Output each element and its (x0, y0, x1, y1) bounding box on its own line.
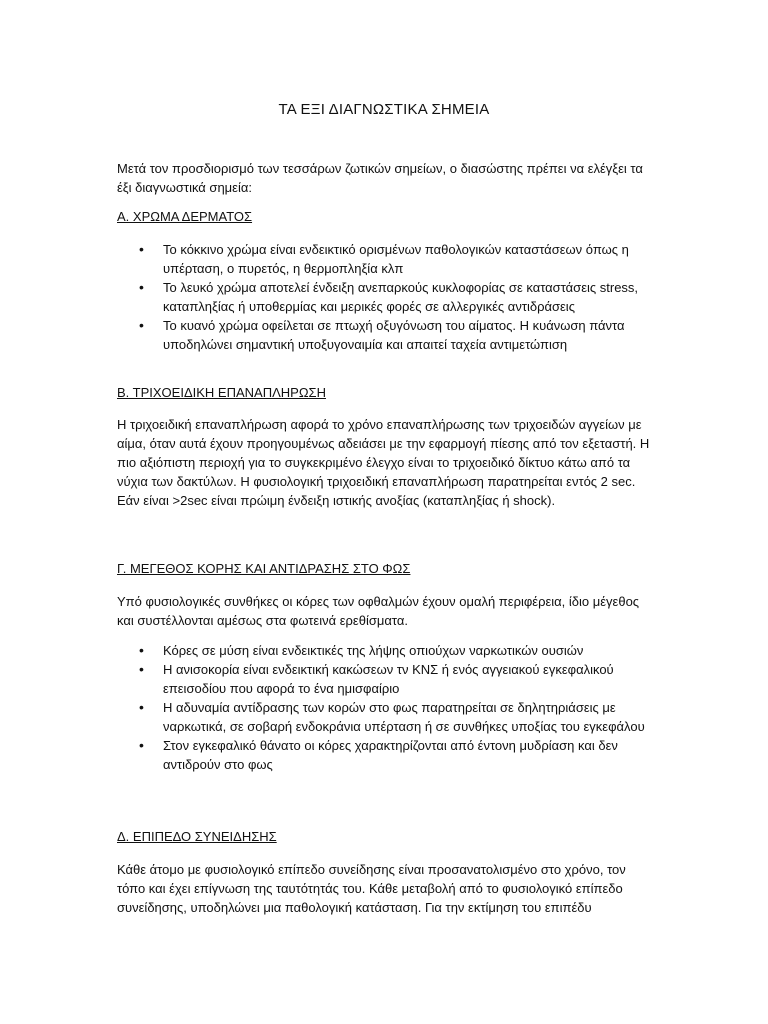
section-b-paragraph: Η τριχοειδική επαναπλήρωση αφορά το χρόνο επαναπλήρωσης των τριχοειδών αγγείων με αίμα, όταν αυτά έχουν προηγουμένως αδειάσει με την εφαρμογή πίεσης από τον εξεταστή. Η πιο αξιόπιστη περιοχή για το συγκεκριμένο έλεγχο είναι το τριχοειδικό δίκτυο κάτω από τα νύχια των δακτύλων. Η φυσιολογική τριχοειδική επαναπλήρωση παρατηρείται εντός 2 sec. Εάν είναι >2sec είναι πρώιμη ένδειξη ιστικής ανοξίας (καταπληξίας ή shock). (117, 417, 650, 508)
list-item: • Στον εγκεφαλικό θάνατο οι κόρες χαρακτηρίζονται από έντονη μυδρίαση και δεν αντιδρούν στο φως (117, 736, 657, 774)
section-c-heading: Γ. ΜΕΓΕΘΟΣ ΚΟΡΗΣ ΚΑΙ ΑΝΤΙΔΡΑΣΗΣ ΣΤΟ ΦΩΣ (117, 561, 411, 576)
list-item: • Το κυανό χρώμα οφείλεται σε πτωχή οξυγόνωση του αίματος. Η κυάνωση πάντα υποδηλώνει σημαντική υποξυγοναιμία και απαιτεί ταχεία αντιμετώπιση (117, 316, 657, 354)
section-d-heading: Δ. ΕΠΙΠΕΔΟ ΣΥΝΕΙΔΗΣΗΣ (117, 829, 277, 844)
list-item: • Το λευκό χρώμα αποτελεί ένδειξη ανεπαρκούς κυκλοφορίας σε καταστάσεις stress, καταπληξίας ή υποθερμίας και μερικές φορές σε αλλεργικές αντιδράσεις (117, 278, 657, 316)
section-d-paragraph: Κάθε άτομο με φυσιολογικό επίπεδο συνείδησης είναι προσανατολισμένο στο χρόνο, τον τόπο και έχει επίγνωση της ταυτότητάς του. Κάθε μεταβολή από το φυσιολογικό επίπεδο συνείδησης, υποδηλώνει μια παθολογική κατάσταση. Για την εκτίμηση του επιπέδυ (117, 862, 626, 915)
list-item: • Η ανισοκορία είναι ενδεικτική κακώσεων τν ΚΝΣ ή ενός αγγειακού εγκεφαλικού επεισοδίου που αφορά το ένα ημισφαίριο (117, 660, 657, 698)
section-c-paragraph: Υπό φυσιολογικές συνθήκες οι κόρες των οφθαλμών έχουν ομαλή περιφέρεια, ίδιο μέγεθος και συστέλλονται αμέσως στα φωτεινά ερεθίσματα. (117, 594, 640, 628)
page-title: ΤΑ ΕΞΙ ΔΙΑΓΝΩΣΤΙΚΑ ΣΗΜΕΙΑ (278, 101, 490, 119)
list-item: • Το κόκκινο χρώμα είναι ενδεικτικό ορισμένων παθολογικών καταστάσεων όπως η υπέρταση, ο πυρετός, η θερμοπληξία κλπ (117, 240, 657, 278)
section-a-list (117, 240, 657, 354)
intro-paragraph: Μετά τον προσδιορισμό των τεσσάρων ζωτικών σημείων, ο διασώστης πρέπει να ελέγξει τα έξι διαγνωστικά σημεία: (117, 161, 643, 195)
list-item: • Η αδυναμία αντίδρασης των κορών στο φως παρατηρείται σε δηλητηριάσεις με ναρκωτικά, σε σοβαρή ενδοκράνια υπέρταση ή σε συνθήκες υποξίας του εγκεφάλου (117, 698, 657, 736)
section-b-heading: Β. ΤΡΙΧΟΕΙΔΙΚΗ ΕΠΑΝΑΠΛΗΡΩΣΗ (117, 385, 326, 400)
section-a-heading: Α. ΧΡΩΜΑ ΔΕΡΜΑΤΟΣ (117, 209, 253, 224)
list-item: • Κόρες σε μύση είναι ενδεικτικές της λήψης οπιούχων ναρκωτικών ουσιών (117, 641, 657, 660)
section-c-list (117, 641, 657, 774)
